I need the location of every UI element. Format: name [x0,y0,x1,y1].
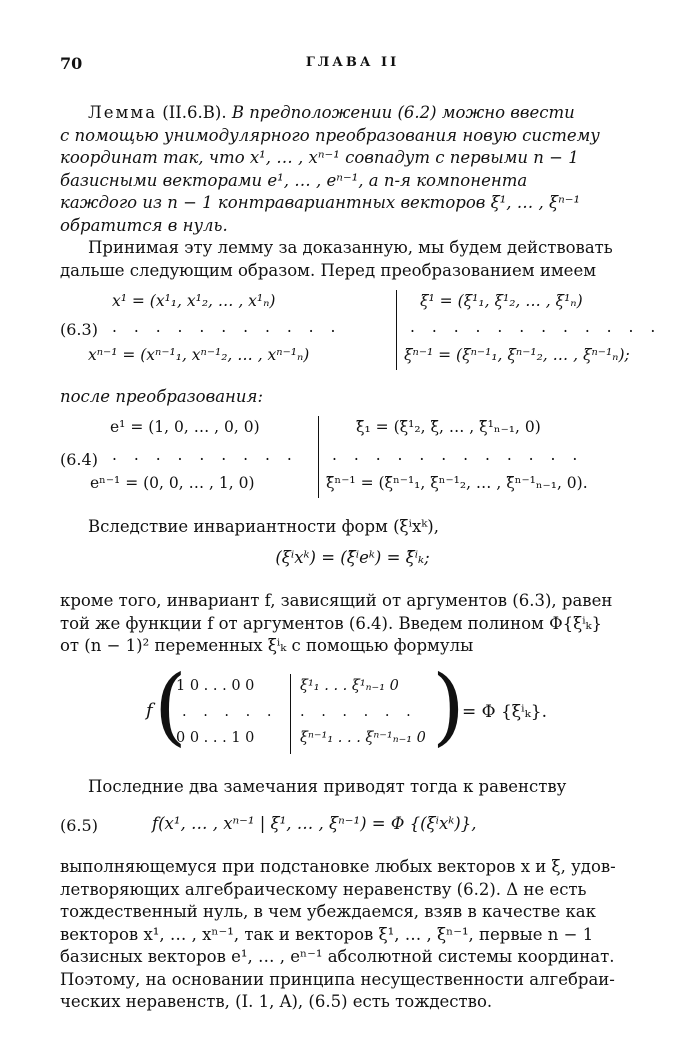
eq63-left-top: x¹ = (x¹₁, x¹₂, … , x¹ₙ) [112,292,276,310]
matrix-row1-left: 1 0 . . . 0 0 [176,678,255,694]
matrix-right-paren: ) [432,657,465,755]
para2-line-2: той же функции f от аргументов (6.4). Введем полином Φ{ξⁱₖ} [60,613,603,633]
para4-line-4: векторов x¹, … , xⁿ⁻¹, так и векторов ξ¹, … , ξⁿ⁻¹, первые n − 1 [60,924,594,944]
lemma-line-6: обратится в нуль. [60,215,228,235]
eq64-dots-right: . . . . . . . . . . . . [332,446,584,464]
matrix-left-paren: ( [154,657,187,755]
para1-line-1: Принимая эту лемму за доказанную, мы будем действовать [88,238,613,257]
lemma-block [60,102,645,237]
para4-line-6: Поэтому, на основании принципа несущественности алгебраи- [60,969,615,989]
para2-line-1: кроме того, инвариант f, зависящий от аргументов (6.3), равен [60,591,613,610]
eq65-number: (6.5) [60,816,98,835]
page-number: 70 [60,54,83,73]
eq64-left-bottom: eⁿ⁻¹ = (0, 0, … , 1, 0) [90,474,255,492]
eq64-dots-left: . . . . . . . . . [112,446,298,464]
lemma-ref: (II.6.B). [162,103,227,122]
matrix-row2-right: . . . . . . [300,704,417,720]
paragraph-3: Последние два замечания приводят тогда к равенству [88,777,567,796]
paragraph-4 [60,856,645,1014]
lemma-line-5: каждого из n − 1 контравариантных векторов ξ¹, … , ξⁿ⁻¹ [60,193,581,212]
paragraph-1 [60,237,645,282]
after-label: после преобразования: [60,387,264,406]
eq64-right-top: ξ̄₁ = (ξ̄¹₂, ξ̄, … , ξ̄¹ₙ₋₁, 0) [356,418,541,436]
matrix-result: = Φ {ξⁱₖ}. [462,702,548,722]
matrix-divider [290,674,291,754]
paragraph-2 [60,590,645,658]
lemma-line-3: координат так, что x¹, … , xⁿ⁻¹ совпадут с первыми n − 1 [60,148,579,167]
eq63-dots-right: . . . . . . . . . . . . [410,318,662,336]
eq63-divider [396,290,397,370]
invariance-formula: (ξⁱxᵏ) = (ξ̄ⁱeᵏ) = ξ̄ⁱₖ; [275,548,430,567]
eq63-left-bottom: xⁿ⁻¹ = (xⁿ⁻¹₁, xⁿ⁻¹₂, … , xⁿ⁻¹ₙ) [88,346,310,364]
eq63-right-top: ξ¹ = (ξ¹₁, ξ¹₂, … , ξ¹ₙ) [420,292,583,310]
running-header [60,54,645,80]
matrix-row3-right: ξⁿ⁻¹₁ . . . ξⁿ⁻¹ₙ₋₁ 0 [300,730,426,746]
para4-line-7: ческих неравенств, (I. 1, A), (6.5) есть тождество. [60,992,493,1011]
para4-line-2: летворяющих алгебраическому неравенству (6.2). Δ не есть [60,879,587,899]
eq63-number: (6.3) [60,320,98,339]
matrix-row2-left: . . . . . [182,704,278,720]
para4-line-1: выполняющемуся при подстановке любых векторов x и ξ, удов- [60,857,616,876]
para1-line-2: дальше следующим образом. Перед преобразованием имеем [60,260,597,280]
lemma-line-1: В предположении (6.2) можно ввести [231,103,575,122]
para4-line-3: тождественный нуль, в чем убеждаемся, взяв в качестве как [60,902,596,921]
chapter-title: ГЛАВА II [305,55,400,70]
eq64-divider [318,416,319,498]
para4-line-5: базисных векторов e¹, … , eⁿ⁻¹ абсолютной системы координат. [60,947,615,966]
matrix-row1-right: ξ¹₁ . . . ξ¹ₙ₋₁ 0 [300,678,399,694]
eq63-right-bottom: ξⁿ⁻¹ = (ξⁿ⁻¹₁, ξⁿ⁻¹₂, … , ξⁿ⁻¹ₙ); [404,346,630,364]
eq64-left-top: e¹ = (1, 0, … , 0, 0) [110,418,260,436]
lemma-line-4: базисными векторами e¹, … , eⁿ⁻¹, а n-я компонента [60,170,528,190]
lemma-label: Лемма [88,103,158,122]
matrix-f: f [146,700,153,721]
matrix-row3-left: 0 0 . . . 1 0 [176,730,255,746]
eq63-dots-left: . . . . . . . . . . . [112,318,342,336]
eq65-formula: f(x¹, … , xⁿ⁻¹ | ξ¹, … , ξⁿ⁻¹) = Φ {(ξⁱxᵏ)}, [152,814,477,833]
eq64-number: (6.4) [60,450,98,469]
para2-line-3: от (n − 1)² переменных ξⁱₖ с помощью формулы [60,636,474,655]
invariance-line: Вследствие инвариантности форм (ξⁱxᵏ), [88,517,439,536]
lemma-line-2: с помощью унимодулярного преобразования новую систему [60,125,600,145]
eq64-right-bottom: ξ̄ⁿ⁻¹ = (ξ̄ⁿ⁻¹₁, ξⁿ⁻¹₂, … , ξ̄ⁿ⁻¹ₙ₋₁, 0). [326,474,588,492]
